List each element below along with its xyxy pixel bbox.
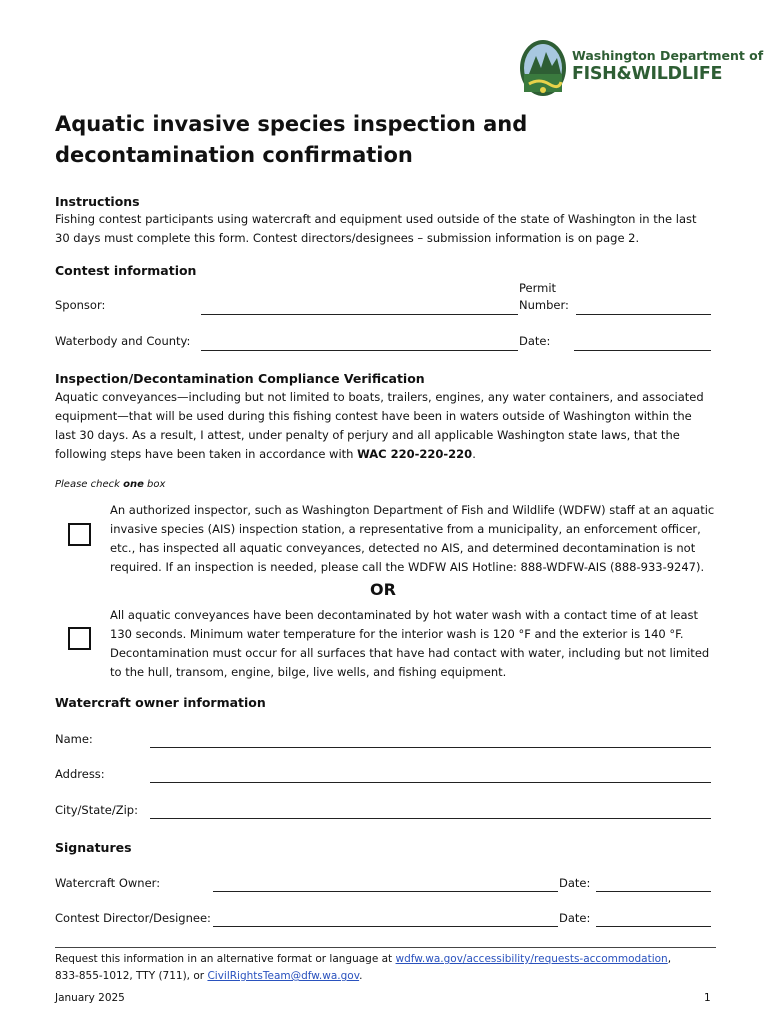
verification-text: Aquatic conveyances—including but not limited to boats, trailers, engines, any water containers, and associated equipment—that will be used during this fishing contest have been in waters outside of Washington within the last 30 days. As a result, I attest, under penalty of perjury and all applicable Washington state laws, that the following steps have been taken in accordance with WAC 220-220-220. [55,390,704,461]
permit-number-field[interactable] [576,314,711,315]
instructions-text: Fishing contest participants using watercraft and equipment used outside of the state of Washington in the last 30 days must complete this form. Contest directors/designees – submission information is on page 2. [55,212,697,245]
name-label: Name: [55,732,93,746]
city-label: City/State/Zip: [55,803,138,817]
contest-date-field[interactable] [574,350,711,351]
director-date-label: Date: [559,911,591,925]
verification-heading: Inspection/Decontamination Compliance Verification [55,371,425,386]
permit-label-1: Permit [519,281,557,295]
director-signature-field[interactable] [213,926,558,927]
decontamination-checkbox[interactable] [68,627,91,650]
contest-date-label: Date: [519,334,551,348]
footer-divider [55,947,716,948]
director-signature-label: Contest Director/Designee: [55,911,211,925]
owner-heading: Watercraft owner information [55,695,266,710]
sponsor-field[interactable] [201,314,518,315]
logo-line1: Washington Department of [572,48,764,63]
director-date-field[interactable] [596,926,711,927]
owner-date-field[interactable] [596,891,711,892]
footer-accessibility: Request this information in an alternative format or language at wdfw.wa.gov/accessibility/requests-accommodation, 833-855-1012, TTY (711), or CivilRightsTeam@dfw.wa.gov. [55,953,672,982]
waterbody-field[interactable] [201,350,518,351]
or-separator: OR [370,580,396,599]
option-inspection-text: An authorized inspector, such as Washington Department of Fish and Wildlife (WDFW) staff at an aquatic invasive species (AIS) inspection station, a representative from a municipality, an enforcement officer, etc., has inspected all aquatic conveyances, detected no AIS, and determined decontamination is not required. If an inspection is needed, please call the WDFW AIS Hotline: 888-WDFW-AIS (888-933-9247). [110,503,715,574]
option-decontamination-text: All aquatic conveyances have been decontaminated by hot water wash with a contact time of at least 130 seconds. Minimum water temperature for the interior wash is 120 °F and the exterior is 140 °F. Decontamination must occur for all surfaces that have had contact with water, including but not limited to the hull, transom, engine, bilge, live wells, and fishing equipment. [110,608,710,679]
accessibility-link[interactable]: wdfw.wa.gov/accessibility/requests-accommodation [395,953,668,965]
instructions-heading: Instructions [55,194,140,209]
address-label: Address: [55,767,105,781]
owner-signature-label: Watercraft Owner: [55,876,161,890]
owner-signature-field[interactable] [213,891,558,892]
wac-reference: WAC 220-220-220 [357,447,473,461]
signatures-heading: Signatures [55,840,132,855]
footer-date: January 2025 [55,992,125,1004]
address-field[interactable] [150,782,711,783]
inspection-checkbox[interactable] [68,523,91,546]
sponsor-label: Sponsor: [55,298,106,312]
owner-date-label: Date: [559,876,591,890]
contest-heading: Contest information [55,263,197,278]
page-number: 1 [704,992,711,1004]
logo-line2: FISH&WILDLIFE [572,64,723,84]
permit-label-2: Number: [519,298,569,312]
waterbody-label: Waterbody and County: [55,334,191,348]
name-field[interactable] [150,747,711,748]
page-title: Aquatic invasive species inspection and decontamination confirmation [55,112,528,167]
civil-rights-email-link[interactable]: CivilRightsTeam@dfw.wa.gov [207,970,360,982]
wdfw-emblem-icon [519,38,569,98]
city-state-zip-field[interactable] [150,818,711,819]
check-instruction: Please check one box [55,479,166,490]
